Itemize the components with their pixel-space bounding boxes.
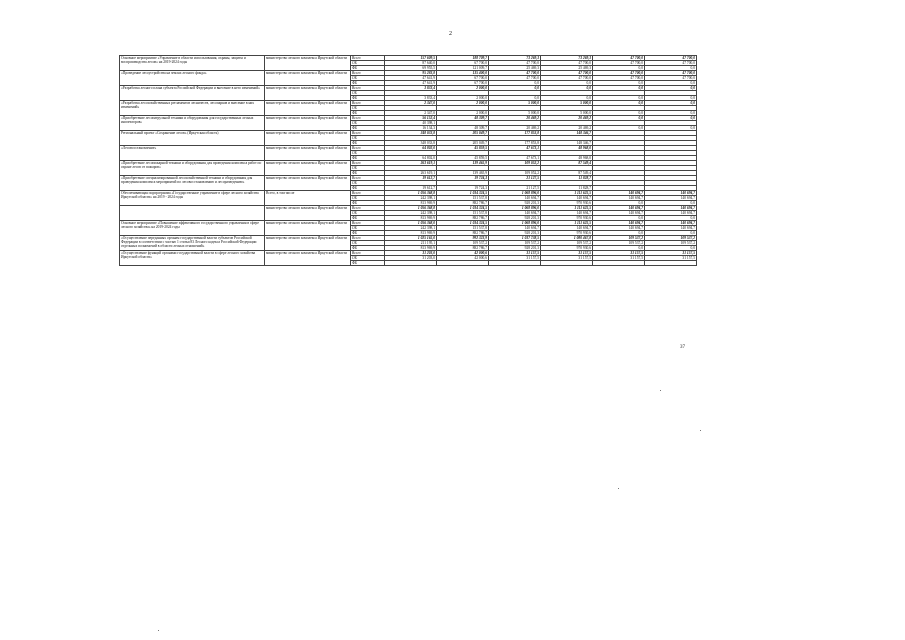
amount-cell: 20 469,2 [489,116,541,121]
amount-cell: 0,0 [645,216,697,221]
amount-cell: 1 037 738,5 [489,236,541,241]
amount-cell: 970 930,6 [541,201,593,206]
amount-cell: 69 955,5 [385,66,437,71]
amount-cell: 140 694,7 [541,196,593,201]
amount-cell: 0,0 [541,96,593,101]
amount-cell: 64 802,0 [385,146,437,151]
amount-cell: 157 609,5 [385,56,437,61]
amount-cell: 1 034 324,5 [437,191,489,196]
executor-cell: министерство лесного комплекса Иркутской области [265,71,351,86]
amount-cell: 20 469,2 [541,116,593,121]
amount-cell: 3 833,4 [385,86,437,91]
amount-cell: 73 269,3 [541,56,593,61]
amount-cell: 813 969,9 [385,231,437,236]
amount-cell: 0,0 [593,116,645,121]
amount-cell: 1 034 324,5 [437,221,489,226]
funding-source-cell: ОБ [351,241,385,246]
amount-cell: 140 694,7 [645,221,697,226]
amount-cell: 0,0 [541,81,593,86]
amount-cell: 47 700,0 [541,71,593,76]
amount-cell: 47 700,0 [593,76,645,81]
amount-cell: 242 398,1 [385,196,437,201]
funding-source-cell: ОБ [351,106,385,111]
amount-cell: 67 700,0 [437,61,489,66]
amount-cell: 992 323,9 [437,236,489,241]
amount-cell: 0,0 [645,96,697,101]
amount-cell: 348 033,8 [385,131,437,136]
amount-cell: 121 009,7 [437,66,489,71]
amount-cell: 151 537,8 [437,196,489,201]
funding-source-cell: Всего [351,251,385,256]
funding-source-cell: Всего [351,176,385,181]
amount-cell: 109 537,2 [541,241,593,246]
funding-source-cell: ФБ [351,186,385,191]
amount-cell: 0,0 [645,111,697,116]
executor-cell: министерство лесного комплекса Иркутской области [265,56,351,71]
amount-cell: 970 930,6 [541,231,593,236]
amount-cell: 0,0 [645,81,697,86]
funding-source-cell: ФБ [351,261,385,266]
amount-cell: 0,0 [593,66,645,71]
amount-cell: 109 537,2 [645,241,697,246]
amount-cell: 47 700,0 [489,71,541,76]
amount-cell: 109 537,2 [645,236,697,241]
amount-cell: 67 700,0 [437,81,489,86]
activity-name-cell: «Приобретение лесопожарной техники и оборудования для проведения комплекса работ по охране лесов от пожаров» [120,161,265,176]
funding-source-cell: ОБ [351,226,385,231]
amount-cell: 1 056 368,8 [385,191,437,196]
executor-cell: министерство лесного комплекса Иркутской области [265,146,351,161]
amount-cell: 348 033,8 [385,141,437,146]
amount-cell: 2 000,0 [437,86,489,91]
funding-source-cell: ФБ [351,201,385,206]
amount-cell: 109 537,2 [593,236,645,241]
funding-source-cell: Всего [351,206,385,211]
funding-source-cell: ФБ [351,231,385,236]
amount-cell [385,261,437,266]
amount-cell: 25 469,3 [489,66,541,71]
scan-speck [158,630,159,631]
budget-table [119,55,697,266]
amount-cell: 20 469,2 [541,126,593,131]
executor-cell: министерство лесного комплекса Иркутской области [265,176,351,191]
amount-cell: 1 080 467,8 [541,236,593,241]
amount-cell: 140 694,7 [541,226,593,231]
amount-cell: 47 673,1 [489,146,541,151]
amount-cell: 1 056 368,0 [385,221,437,226]
funding-source-cell: ОБ [351,121,385,126]
amount-cell: 31 157,5 [541,256,593,261]
amount-cell: 21 127,5 [489,186,541,191]
amount-cell: 2 347,0 [385,101,437,106]
funding-source-cell: Всего [351,221,385,226]
amount-cell: 109 052,2 [489,161,541,166]
funding-source-cell: Всего [351,71,385,76]
amount-cell: 45 859,5 [437,156,489,161]
amount-cell: 140 694,7 [645,196,697,201]
budget-table-container [119,55,696,266]
amount-cell: 0,0 [593,231,645,236]
amount-cell: 48 968,0 [541,146,593,151]
amount-cell: 928 201,3 [489,231,541,236]
funding-source-cell: ФБ [351,111,385,116]
amount-cell: 205 049,7 [437,141,489,146]
executor-cell: министерство лесного комплекса Иркутской области [265,131,351,146]
amount-cell: 1 034 324,5 [437,206,489,211]
amount-cell: 47 641,9 [385,81,437,86]
amount-cell [489,261,541,266]
amount-cell [541,261,593,266]
amount-cell: 0,0 [593,126,645,131]
executor-cell: министерство лесного комплекса Иркутской области [265,86,351,101]
activity-name-cell: «Разработка лесохозяйственных регламентов лесничеств, лесопарков и внесение в них изменений» [120,101,265,116]
executor-cell: министерство лесного комплекса Иркутской области [265,101,351,116]
amount-cell: 2 347,0 [385,111,437,116]
amount-cell: 882 786,7 [437,216,489,221]
amount-cell: 19 612,7 [385,176,437,181]
activity-name-cell: «Осуществление переданных органам государственной власти субъектов Российской Федерации в соответствии с частью 1 статьи 83 Лесного кодекса Российской Федерации отдельных полномочий в области лесных отношений» [120,236,265,251]
amount-cell: 148 346,7 [541,141,593,146]
funding-source-cell: ФБ [351,126,385,131]
amount-cell: 2 000,0 [437,96,489,101]
amount-cell: 135 400,0 [437,71,489,76]
funding-source-cell: ОБ [351,61,385,66]
amount-cell: 64 802,0 [385,156,437,161]
amount-cell: 140 694,7 [489,211,541,216]
amount-cell: 47 700,0 [645,71,697,76]
amount-cell: 19 612,7 [385,186,437,191]
amount-cell [645,261,697,266]
amount-cell: 242 398,1 [385,226,437,231]
funding-source-cell: Всего [351,86,385,91]
amount-cell: 31 157,5 [645,251,697,256]
amount-cell: 0,0 [593,101,645,106]
amount-cell: 47 700,0 [489,61,541,66]
funding-source-cell: Всего [351,116,385,121]
amount-cell: 813 969,9 [385,216,437,221]
amount-cell: 0,0 [593,111,645,116]
amount-cell: 109 537,2 [489,241,541,246]
amount-cell: 140 694,7 [645,211,697,216]
amount-cell: 148 346,7 [541,131,593,136]
amount-cell: 45 859,5 [437,146,489,151]
amount-cell: 882 786,7 [437,246,489,251]
amount-cell: 87 640,0 [385,61,437,66]
funding-source-cell: ФБ [351,156,385,161]
amount-cell: 87 549,4 [541,171,593,176]
amount-cell: 31 157,5 [593,251,645,256]
funding-source-cell: Всего [351,101,385,106]
amount-cell: 47 700,0 [593,56,645,61]
executor-cell: Всего, в том числе [265,191,351,206]
amount-cell: 263 619,1 [385,171,437,176]
activity-name-cell: Основное мероприятие «Управление в области использования, охраны, защиты и воспроизводства лесов» на 2019-2024 годы [120,56,265,71]
amount-cell: 1 111 625,5 [541,221,593,226]
funding-source-cell: Всего [351,56,385,61]
amount-cell: 47 700,0 [541,61,593,66]
funding-source-cell: ОБ [351,256,385,261]
amount-cell: 109 537,2 [437,241,489,246]
funding-source-cell: Всего [351,131,385,136]
amount-cell: 20 469,2 [489,126,541,131]
amount-cell: 140 694,7 [489,226,541,231]
activity-name-cell: «Приобретение лесопатрульной техники и оборудования для государственных лесных инспекторов» [120,116,265,131]
amount-cell: 48 968,0 [541,156,593,161]
amount-cell: 47 700,0 [541,76,593,81]
amount-cell: 188 709,7 [437,56,489,61]
amount-cell: 19 724,3 [437,186,489,191]
executor-cell: министерство лесного комплекса Иркутской области [265,206,351,221]
amount-cell: 47 700,0 [593,71,645,76]
amount-cell: 1 068 896,0 [489,221,541,226]
amount-cell: 47 673,1 [489,156,541,161]
activity-name-cell: «Разработка лесного плана субъекта Российской Федерации и внесение в него изменений» [120,86,265,101]
funding-source-cell: ОБ [351,91,385,96]
activity-name-cell: «Проведение лесоустройства на землях лесного фонда» [120,71,265,86]
amount-cell: 87 549,4 [541,161,593,166]
funding-source-cell: Всего [351,191,385,196]
funding-source-cell: ФБ [351,216,385,221]
amount-cell: 48 309,7 [437,126,489,131]
amount-cell: 151 537,8 [437,226,489,231]
amount-cell: 140 694,7 [593,206,645,211]
amount-cell: 2 000,0 [437,111,489,116]
amount-cell: 0,0 [593,216,645,221]
amount-cell: 928 201,3 [489,201,541,206]
amount-cell: 0,0 [593,86,645,91]
amount-cell [593,261,645,266]
amount-cell: 882 786,7 [437,231,489,236]
corner-mark: 37 [680,345,685,350]
amount-cell: 177 853,8 [489,131,541,136]
amount-cell: 140 694,7 [593,226,645,231]
amount-cell: 47 700,0 [645,56,697,61]
funding-source-cell: ФБ [351,96,385,101]
budget-table-body [120,56,697,266]
amount-cell: 0,0 [645,116,697,121]
amount-cell: 31 157,5 [489,256,541,261]
executor-cell: министерство лесного комплекса Иркутской области [265,236,351,251]
amount-cell: 1 025 165,0 [385,236,437,241]
amount-cell: 139 465,9 [437,171,489,176]
amount-cell: 56 152,4 [385,116,437,121]
amount-cell: 1 056 368,8 [385,206,437,211]
amount-cell: 928 201,3 [489,246,541,251]
amount-cell: 0,0 [645,126,697,131]
activity-name-cell [120,206,265,221]
activity-name-cell: Региональный проект «Сохранение лесов» (Иркутская область) [120,131,265,146]
funding-source-cell: Всего [351,161,385,166]
amount-cell: 140 694,7 [593,196,645,201]
amount-cell: 47 641,9 [385,76,437,81]
executor-cell: министерство лесного комплекса Иркутской области [265,161,351,176]
amount-cell: 140 694,7 [593,221,645,226]
amount-cell: 19 724,3 [437,176,489,181]
amount-cell: 31 203,0 [385,256,437,261]
activity-name-cell: Обеспечивающая подпрограмма «Государственное управление в сфере лесного хозяйства Иркутской области» на 2019 - 2024 годы [120,191,265,206]
activity-name-cell: «Приобретение специализированной лесохозяйственной техники и оборудования для проведения комплекса мероприятий по лесовосстановлению и лесоразведению» [120,176,265,191]
amount-cell: 1 111 625,5 [541,191,593,196]
amount-cell: 177 853,8 [489,141,541,146]
amount-cell: 140 694,7 [489,196,541,201]
executor-cell: министерство лесного комплекса Иркутской области [265,116,351,131]
amount-cell: 0,0 [645,246,697,251]
amount-cell: 5 000,0 [489,111,541,116]
amount-cell: 95 283,8 [385,71,437,76]
amount-cell: 140 694,7 [645,206,697,211]
amount-cell: 5 000,0 [489,101,541,106]
page-number: 2 [449,31,452,37]
amount-cell: 211 195,1 [385,241,437,246]
amount-cell: 140 694,7 [645,226,697,231]
amount-cell: 73 269,3 [489,56,541,61]
scan-speck [700,430,701,431]
amount-cell: 0,0 [489,86,541,91]
funding-source-cell: ОБ [351,76,385,81]
amount-cell: 31 203,0 [385,251,437,256]
executor-cell: министерство лесного комплекса Иркутской области [265,251,351,266]
amount-cell: 16 134,3 [385,126,437,131]
amount-cell: 813 969,9 [385,246,437,251]
amount-cell: 1 068 896,0 [489,191,541,196]
activity-name-cell: «Лесовосстановление» [120,146,265,161]
amount-cell: 0,0 [645,101,697,106]
amount-cell: 31 157,5 [541,251,593,256]
funding-source-cell: ФБ [351,246,385,251]
amount-cell: 882 786,7 [437,201,489,206]
amount-cell: 205 049,7 [437,131,489,136]
funding-source-cell: ОБ [351,166,385,171]
amount-cell: 0,0 [593,96,645,101]
amount-cell: 0,0 [645,66,697,71]
activity-name-cell: «Осуществление функций органами государственной власти в сфере лесного хозяйства Иркутской области» [120,251,265,266]
amount-cell: 140 694,7 [541,211,593,216]
amount-cell: 5 000,0 [541,101,593,106]
amount-cell: 151 537,8 [437,211,489,216]
amount-cell: 0,0 [489,96,541,101]
funding-source-cell: ФБ [351,81,385,86]
amount-cell: 1 068 896,0 [489,206,541,211]
funding-source-cell: ОБ [351,211,385,216]
amount-cell: 140 694,7 [593,211,645,216]
funding-source-cell: ФБ [351,141,385,146]
amount-cell: 140 694,7 [593,191,645,196]
amount-cell: 970 930,6 [541,216,593,221]
amount-cell: 0,0 [541,86,593,91]
funding-source-cell: ОБ [351,151,385,156]
funding-source-cell: Всего [351,236,385,241]
amount-cell: 263 619,1 [385,161,437,166]
amount-cell: 42 000,6 [437,256,489,261]
amount-cell: 139 465,9 [437,161,489,166]
amount-cell: 140 694,7 [645,191,697,196]
amount-cell: 31 157,5 [593,256,645,261]
amount-cell: 47 700,0 [645,76,697,81]
amount-cell: 813 969,9 [385,201,437,206]
amount-cell: 2 000,0 [437,101,489,106]
amount-cell: 928 201,3 [489,216,541,221]
amount-cell: 11 828,7 [541,176,593,181]
amount-cell: 970 930,6 [541,246,593,251]
funding-source-cell: ОБ [351,136,385,141]
amount-cell: 1 111 625,5 [541,206,593,211]
amount-cell: 42 000,6 [437,251,489,256]
amount-cell: 47 700,0 [645,61,697,66]
amount-cell: 47 700,0 [489,76,541,81]
scan-speck [618,488,619,489]
amount-cell: 3 833,4 [385,96,437,101]
amount-cell: 0,0 [645,201,697,206]
amount-cell: 0,0 [489,81,541,86]
amount-cell: 40 398,1 [385,121,437,126]
amount-cell: 0,0 [593,246,645,251]
amount-cell: 48 309,7 [437,116,489,121]
amount-cell: 109 052,2 [489,171,541,176]
amount-cell: 21 127,5 [489,176,541,181]
amount-cell: 242 398,1 [385,211,437,216]
amount-cell: 109 537,2 [593,241,645,246]
amount-cell: 0,0 [593,81,645,86]
funding-source-cell: ОБ [351,181,385,186]
activity-name-cell: Основное мероприятие «Повышение эффективного государственного управления в сфере лесного хозяйства» на 2019-2024 годы [120,221,265,236]
amount-cell: 0,0 [593,201,645,206]
amount-cell: 25 469,3 [541,66,593,71]
amount-cell: 5 000,0 [541,111,593,116]
amount-cell: 11 828,7 [541,186,593,191]
amount-cell: 31 157,5 [489,251,541,256]
amount-cell: 31 157,5 [645,256,697,261]
funding-source-cell: ОБ [351,196,385,201]
funding-source-cell: Всего [351,146,385,151]
amount-cell: 67 700,0 [437,76,489,81]
executor-cell: министерство лесного комплекса Иркутской области [265,221,351,236]
funding-source-cell: ФБ [351,66,385,71]
amount-cell: 47 700,0 [593,61,645,66]
scan-speck [660,390,661,391]
amount-cell: 0,0 [645,231,697,236]
amount-cell: 0,0 [645,86,697,91]
funding-source-cell: ФБ [351,171,385,176]
amount-cell [437,261,489,266]
